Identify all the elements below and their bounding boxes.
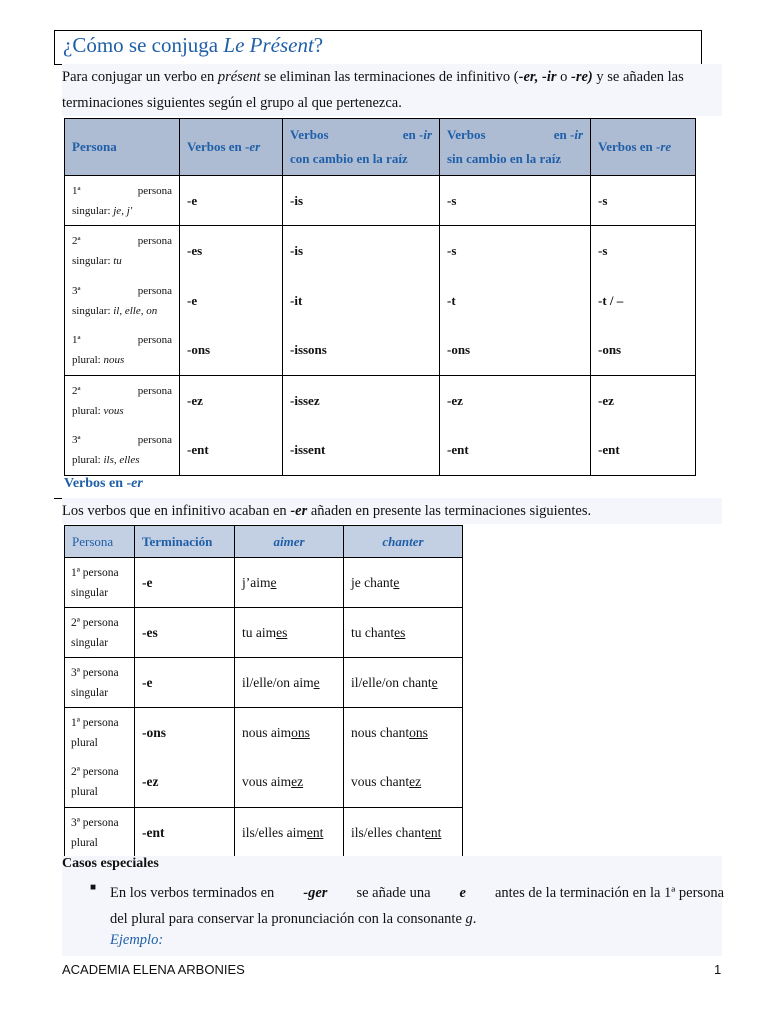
re-ending: -ez	[591, 376, 696, 426]
ending-cell: -ent	[135, 808, 235, 858]
er-ending: -e	[180, 276, 283, 326]
re-ending: -ons	[591, 326, 696, 376]
ir-nochange-ending: -ez	[440, 376, 591, 426]
ir-nochange-ending: -ent	[440, 426, 591, 476]
bullet-square-icon: ■	[90, 882, 97, 893]
chanter-form: vous chantez	[344, 758, 463, 808]
re-ending: -s	[591, 226, 696, 276]
header-aimer: aimer	[235, 526, 344, 558]
bullet-line-1: En los verbos terminados en -ger se añade una e antes de la terminación en la 1ª persona	[110, 885, 724, 901]
ending-cell: -e	[135, 658, 235, 708]
header-ir-nochange: Verbos en -ir sin cambio en la raíz	[440, 119, 591, 176]
chanter-form: il/elle/on chante	[344, 658, 463, 708]
ir-change-ending: -is	[283, 176, 440, 226]
bullet-text	[64, 880, 724, 932]
section-description: Los verbos que en infinitivo acaban en -er añaden en presente las terminaciones siguientes.	[62, 498, 722, 524]
ir-change-ending: -issons	[283, 326, 440, 376]
bullet-line-2: del plural para conservar la pronunciación con la consonante g.	[110, 911, 477, 927]
ir-nochange-ending: -t	[440, 276, 591, 326]
ending-cell: -ons	[135, 708, 235, 758]
ending-cell: -ez	[135, 758, 235, 808]
chanter-form: je chante	[344, 558, 463, 608]
chanter-form: tu chantes	[344, 608, 463, 658]
ir-nochange-ending: -s	[440, 176, 591, 226]
persona-cell: 2ª persona singular	[65, 608, 135, 658]
table-row	[65, 658, 463, 708]
persona-cell: 1ª persona singular	[65, 558, 135, 608]
page-number: 1	[714, 962, 722, 977]
er-verbs-table	[64, 525, 463, 858]
table-row	[65, 176, 696, 226]
re-ending: -s	[591, 176, 696, 226]
persona-cell: 1ª persona plural	[65, 708, 135, 758]
re-ending: -ent	[591, 426, 696, 476]
aimer-form: il/elle/on aime	[235, 658, 344, 708]
persona-cell: 3ª persona plural	[65, 808, 135, 858]
persona-cell: 2ª persona plural: vous	[65, 376, 180, 426]
intro-line-1: Para conjugar un verbo en présent se eliminan las terminaciones de infinitivo (-er, -ir o -re) y se añaden las	[62, 69, 684, 85]
ir-change-ending: -is	[283, 226, 440, 276]
header-persona: Persona	[65, 526, 135, 558]
persona-cell: 2ª persona singular: tu	[65, 226, 180, 276]
section-title: Verbos en -er	[64, 476, 143, 491]
footer-academy: ACADEMIA ELENA ARBONIES	[62, 962, 245, 977]
ir-change-ending: -issez	[283, 376, 440, 426]
ir-change-ending: -issent	[283, 426, 440, 476]
persona-cell: 2ª persona plural	[65, 758, 135, 808]
table-row	[65, 226, 696, 276]
persona-cell: 3ª persona plural: ils, elles	[65, 426, 180, 476]
aimer-form: j’aime	[235, 558, 344, 608]
persona-cell: 3ª persona singular: il, elle, on	[65, 276, 180, 326]
persona-cell: 1ª persona plural: nous	[65, 326, 180, 376]
persona-cell: 1ª persona singular: je, j'	[65, 176, 180, 226]
header-chanter: chanter	[344, 526, 463, 558]
table-row	[65, 276, 696, 326]
chanter-form: ils/elles chantent	[344, 808, 463, 858]
table-header-row	[65, 526, 463, 558]
header-re: Verbos en -re	[591, 119, 696, 176]
table-row	[65, 608, 463, 658]
header-persona: Persona	[65, 119, 180, 176]
conjugation-table	[64, 118, 696, 476]
ir-nochange-ending: -s	[440, 226, 591, 276]
er-ending: -ez	[180, 376, 283, 426]
table-row	[65, 376, 696, 426]
header-terminacion: Terminación	[135, 526, 235, 558]
aimer-form: nous aimons	[235, 708, 344, 758]
er-ending: -ent	[180, 426, 283, 476]
er-ending: -e	[180, 176, 283, 226]
persona-cell: 3ª persona singular	[65, 658, 135, 708]
page-title: ¿Cómo se conjuga Le Présent?	[63, 33, 324, 57]
ending-cell: -es	[135, 608, 235, 658]
er-ending: -es	[180, 226, 283, 276]
re-ending: -t / –	[591, 276, 696, 326]
aimer-form: ils/elles aiment	[235, 808, 344, 858]
chanter-form: nous chantons	[344, 708, 463, 758]
ending-cell: -e	[135, 558, 235, 608]
table-header-row	[65, 119, 696, 176]
table-row	[65, 558, 463, 608]
header-ir-change: Verbos en -ir con cambio en la raíz	[283, 119, 440, 176]
er-ending: -ons	[180, 326, 283, 376]
intro-paragraph	[62, 64, 722, 116]
ir-nochange-ending: -ons	[440, 326, 591, 376]
table-row	[65, 326, 696, 376]
aimer-form: tu aimes	[235, 608, 344, 658]
ejemplo-label: Ejemplo:	[110, 932, 164, 948]
header-er: Verbos en -er	[180, 119, 283, 176]
ir-change-ending: -it	[283, 276, 440, 326]
aimer-form: vous aimez	[235, 758, 344, 808]
intro-line-2: terminaciones siguientes según el grupo al que pertenezca.	[62, 95, 402, 111]
table-row	[65, 758, 463, 808]
table-row	[65, 708, 463, 758]
table-row	[65, 426, 696, 476]
casos-title: Casos especiales	[62, 856, 159, 871]
table-row	[65, 808, 463, 858]
